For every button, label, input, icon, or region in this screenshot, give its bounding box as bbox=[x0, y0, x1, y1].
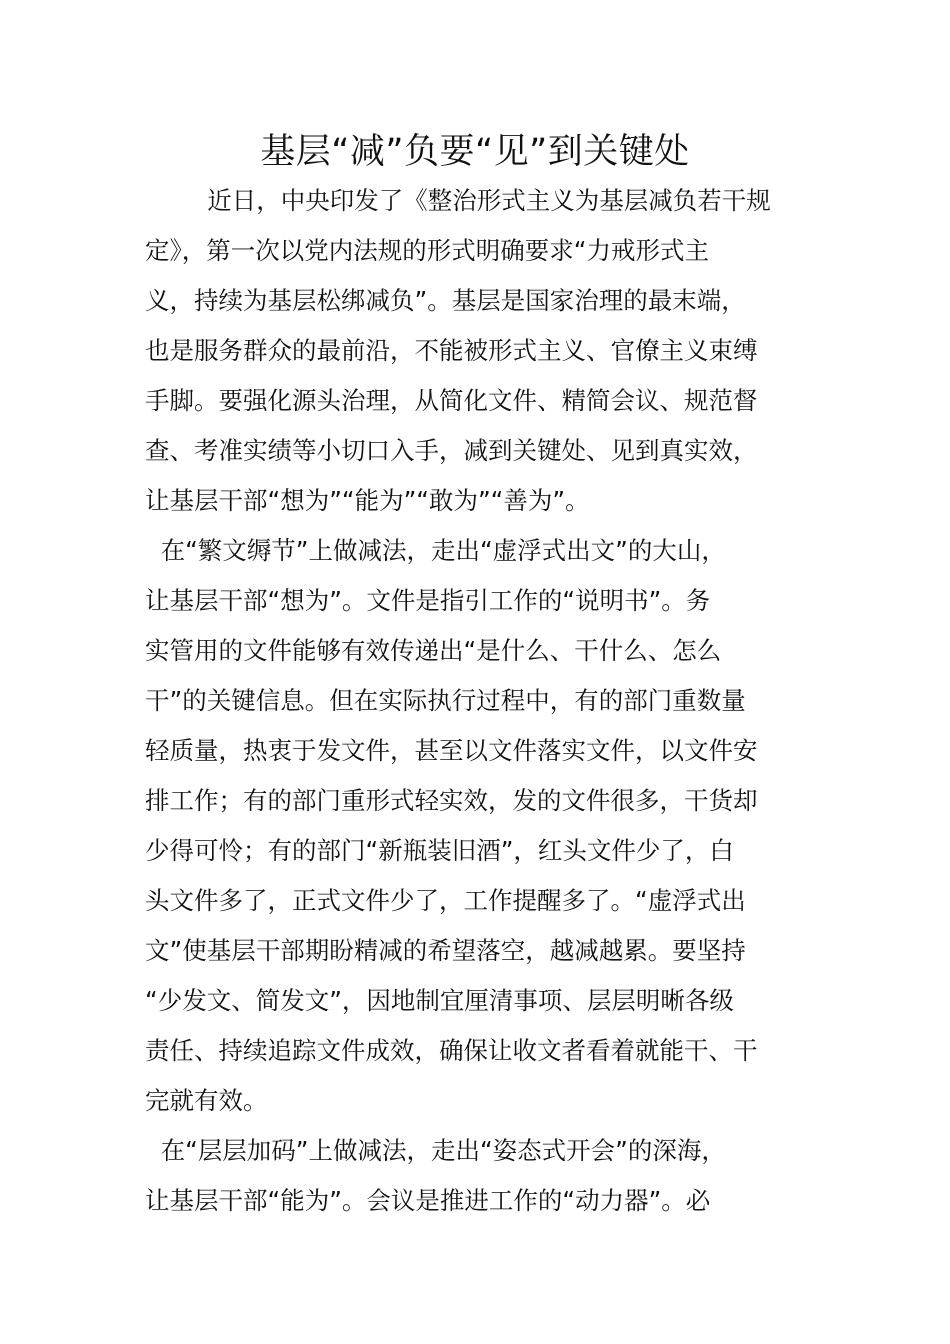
text-line: 让基层干部“想为”。文件是指引工作的“说明书”。务 bbox=[145, 586, 711, 615]
paragraph-1 bbox=[145, 176, 805, 526]
text-line: 让基层干部“想为”“能为”“敢为”“善为”。 bbox=[145, 486, 590, 515]
text-line: “少发文、简发文”，因地制宜厘清事项、层层明晰各级 bbox=[145, 986, 734, 1015]
text-line: 义，持续为基层松绑减负”。基层是国家治理的最末端， bbox=[145, 286, 746, 315]
text-line: 定》，第一次以党内法规的形式明确要求“力戒形式主 bbox=[145, 236, 709, 265]
text-line: 责任、持续追踪文件成效，确保让收文者看着就能干、干 bbox=[145, 1036, 758, 1065]
document-title: 基层“减”负要“见”到关键处 bbox=[260, 132, 690, 172]
text-line: 手脚。要强化源头治理，从简化文件、精简会议、规范督 bbox=[145, 386, 758, 415]
text-line: 完就有效。 bbox=[145, 1086, 268, 1115]
text-line: 查、考准实绩等小切口入手，减到关键处、见到真实效， bbox=[145, 436, 758, 465]
text-line: 在“繁文缛节”上做减法，走出“虚浮式出文”的大山， bbox=[145, 536, 726, 565]
document-body bbox=[145, 176, 805, 1226]
text-line: 头文件多了，正式文件少了，工作提醒多了。“虚浮式出 bbox=[145, 886, 746, 915]
text-line: 少得可怜；有的部门“新瓶装旧酒”，红头文件少了，白 bbox=[145, 836, 734, 865]
text-line: 近日，中央印发了《整治形式主义为基层减负若干规 bbox=[145, 186, 771, 215]
text-line: 让基层干部“能为”。会议是推进工作的“动力器”。必 bbox=[145, 1186, 711, 1215]
text-line: 实管用的文件能够有效传递出“是什么、干什么、怎么 bbox=[145, 636, 722, 665]
text-line: 轻质量，热衷于发文件，甚至以文件落实文件，以文件安 bbox=[145, 736, 758, 765]
text-line: 文”使基层干部期盼精减的希望落空，越减越累。要坚持 bbox=[145, 936, 746, 965]
text-line: 排工作；有的部门重形式轻实效，发的文件很多，干货却 bbox=[145, 786, 758, 815]
paragraph-2 bbox=[145, 526, 805, 1126]
paragraph-3 bbox=[145, 1126, 805, 1226]
text-line: 也是服务群众的最前沿，不能被形式主义、官僚主义束缚 bbox=[145, 336, 758, 365]
text-line: 在“层层加码”上做减法，走出“姿态式开会”的深海， bbox=[145, 1136, 726, 1165]
text-line: 干”的关键信息。但在实际执行过程中，有的部门重数量 bbox=[145, 686, 746, 715]
